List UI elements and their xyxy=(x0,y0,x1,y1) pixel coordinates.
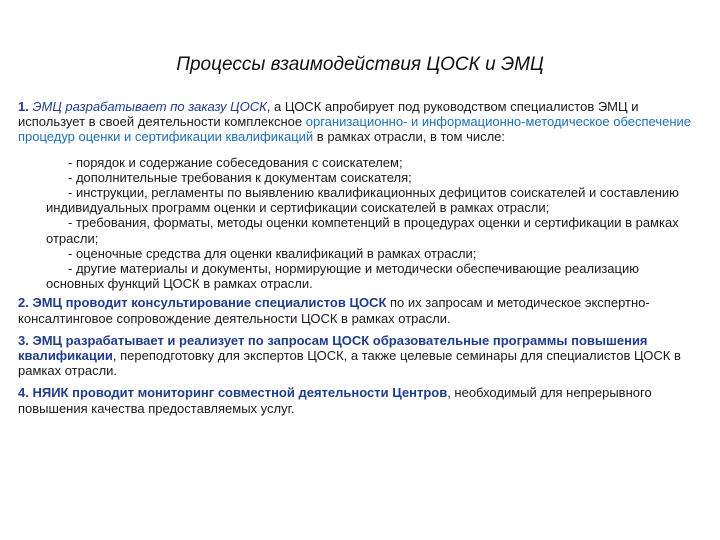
paragraph-1-list xyxy=(18,155,700,292)
paragraph-3 xyxy=(18,333,700,379)
paragraph-4-text: , необходимый для непрерывного повышения качества предоставляемых услуг. xyxy=(18,385,652,416)
paragraph-3-lead: ЭМЦ разрабатывает и реализует по запросам ЦОСК образовательные программы повышения квалификации xyxy=(18,332,648,364)
paragraph-1-highlight: организационно- и информационно-методическое обеспечение процедур оценки и сертификации квалификаций xyxy=(18,114,692,145)
list-item: - дополнительные требования к документам соискателя; xyxy=(68,169,412,185)
paragraph-3-text: , переподготовку для экспертов ЦОСК, а также целевые семинары для специалистов ЦОСК в рамках отрасли. xyxy=(18,348,681,379)
paragraph-1-text-end: в рамках отрасли, в том числе: xyxy=(313,129,506,145)
paragraph-1-lead: ЭМЦ разрабатывает по заказу ЦОСК xyxy=(32,99,267,114)
paragraph-1-text: , а ЦОСК апробирует под руководством специалистов ЭМЦ и использует в своей деятельности комплексное xyxy=(18,99,639,130)
paragraph-4 xyxy=(18,385,700,415)
paragraph-3-number: 3. xyxy=(18,332,29,348)
paragraph-1-number: 1. xyxy=(18,99,29,114)
paragraph-4-number: 4. xyxy=(18,385,29,401)
paragraph-2-number: 2. xyxy=(18,295,29,311)
paragraph-1 xyxy=(18,99,700,145)
slide-content xyxy=(18,99,700,423)
list-item: - инструкции, регламенты по выявлению квалификационных дефицитов соискателей и составлению индивидуальных программ оценки и сертификации соискателей в рамках отрасли; xyxy=(46,185,679,216)
paragraph-2-text: по их запросам и методическое экспертно-консалтинговое сопровождение деятельности ЦОСК в рамках отрасли. xyxy=(18,295,650,326)
paragraph-2 xyxy=(18,295,700,325)
list-item: - требования, форматы, методы оценки компетенций в процедурах оценки и сертификации в рамках отрасли; xyxy=(46,215,679,246)
list-item: - другие материалы и документы, нормирующие и методически обеспечивающие реализацию основных функций ЦОСК в рамках отрасли. xyxy=(46,261,639,292)
paragraph-4-lead: НЯИК проводит мониторинг совместной деятельности Центров xyxy=(32,385,448,401)
list-item: - оценочные средства для оценки квалификаций в рамках отрасли; xyxy=(68,245,477,261)
paragraph-2-lead: ЭМЦ проводит консультирование специалистов ЦОСК xyxy=(32,295,387,311)
slide-title: Процессы взаимодействия ЦОСК и ЭМЦ xyxy=(176,54,544,75)
list-item: - порядок и содержание собеседования с соискателем; xyxy=(68,154,403,170)
